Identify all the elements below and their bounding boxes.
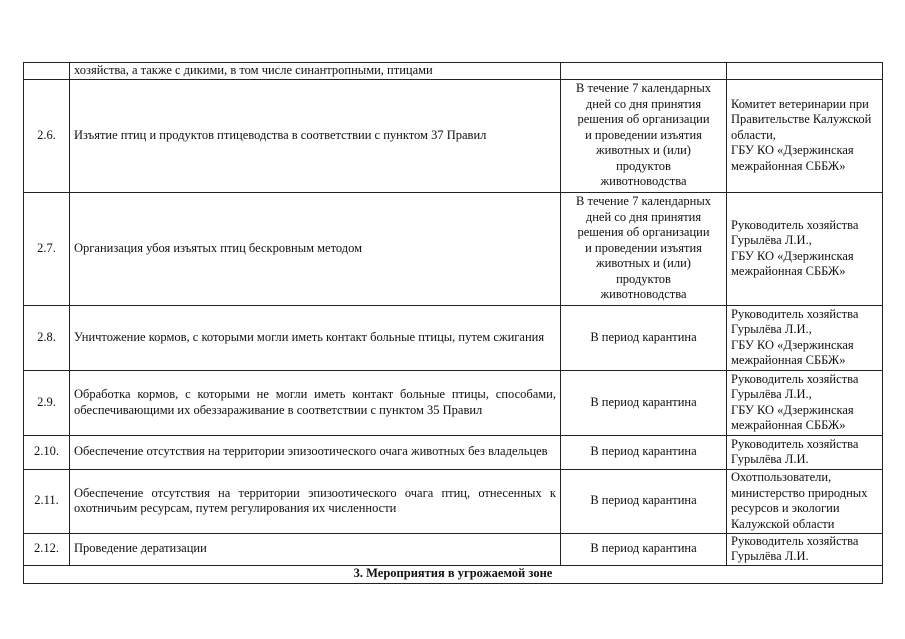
table-row bbox=[24, 533, 883, 565]
measure-responsible: Комитет ветеринарии при Правительстве Калужской области, ГБУ КО «Дзержинская межрайонная СББЖ» bbox=[727, 79, 883, 192]
measure-responsible: Охотпользователи, министерство природных ресурсов и экологии Калужской области bbox=[727, 469, 883, 533]
measure-description: Проведение дератизации bbox=[70, 533, 561, 565]
row-number: 2.6. bbox=[24, 79, 70, 192]
section-title: 3. Мероприятия в угрожаемой зоне bbox=[24, 565, 883, 583]
table-row bbox=[24, 63, 883, 80]
table-row bbox=[24, 305, 883, 370]
measure-responsible: Руководитель хозяйства Гурылёва Л.И. bbox=[727, 435, 883, 469]
table-row bbox=[24, 370, 883, 435]
measure-responsible bbox=[727, 63, 883, 80]
measure-term: В период карантина bbox=[561, 435, 727, 469]
measure-description: хозяйства, а также с дикими, в том числе синантропными, птицами bbox=[70, 63, 561, 80]
measure-responsible: Руководитель хозяйства Гурылёва Л.И., ГБУ КО «Дзержинская межрайонная СББЖ» bbox=[727, 370, 883, 435]
measure-responsible: Руководитель хозяйства Гурылёва Л.И., ГБУ КО «Дзержинская межрайонная СББЖ» bbox=[727, 305, 883, 370]
measure-description: Изъятие птиц и продуктов птицеводства в соответствии с пунктом 37 Правил bbox=[70, 79, 561, 192]
table-row bbox=[24, 192, 883, 305]
table-row bbox=[24, 79, 883, 192]
row-number: 2.12. bbox=[24, 533, 70, 565]
measure-term: В период карантина bbox=[561, 533, 727, 565]
section-header-row bbox=[24, 565, 883, 583]
measure-responsible: Руководитель хозяйства Гурылёва Л.И., ГБУ КО «Дзержинская межрайонная СББЖ» bbox=[727, 192, 883, 305]
row-number bbox=[24, 63, 70, 80]
measure-term: В период карантина bbox=[561, 469, 727, 533]
measure-term: В период карантина bbox=[561, 370, 727, 435]
measure-term bbox=[561, 63, 727, 80]
measure-description: Организация убоя изъятых птиц бескровным методом bbox=[70, 192, 561, 305]
row-number: 2.7. bbox=[24, 192, 70, 305]
row-number: 2.10. bbox=[24, 435, 70, 469]
measures-table bbox=[23, 62, 883, 584]
measure-description: Уничтожение кормов, с которыми могли иметь контакт больные птицы, путем сжигания bbox=[70, 305, 561, 370]
measure-description: Обеспечение отсутствия на территории эпизоотического очага животных без владельцев bbox=[70, 435, 561, 469]
measure-term: В течение 7 календарных дней со дня принятия решения об организации и проведении изъятия животных и (или) продуктов животноводства bbox=[561, 79, 727, 192]
measure-term: В течение 7 календарных дней со дня принятия решения об организации и проведении изъятия животных и (или) продуктов животноводства bbox=[561, 192, 727, 305]
measure-term: В период карантина bbox=[561, 305, 727, 370]
table-row bbox=[24, 469, 883, 533]
table-row bbox=[24, 435, 883, 469]
measure-responsible: Руководитель хозяйства Гурылёва Л.И. bbox=[727, 533, 883, 565]
row-number: 2.11. bbox=[24, 469, 70, 533]
measure-description: Обеспечение отсутствия на территории эпизоотического очага птиц, отнесенных к охотничьим ресурсам, путем регулирования их численности bbox=[70, 469, 561, 533]
measure-description: Обработка кормов, с которыми не могли иметь контакт больные птицы, способами, обеспечивающими их обеззараживание в соответствии с пунктом 35 Правил bbox=[70, 370, 561, 435]
row-number: 2.9. bbox=[24, 370, 70, 435]
row-number: 2.8. bbox=[24, 305, 70, 370]
